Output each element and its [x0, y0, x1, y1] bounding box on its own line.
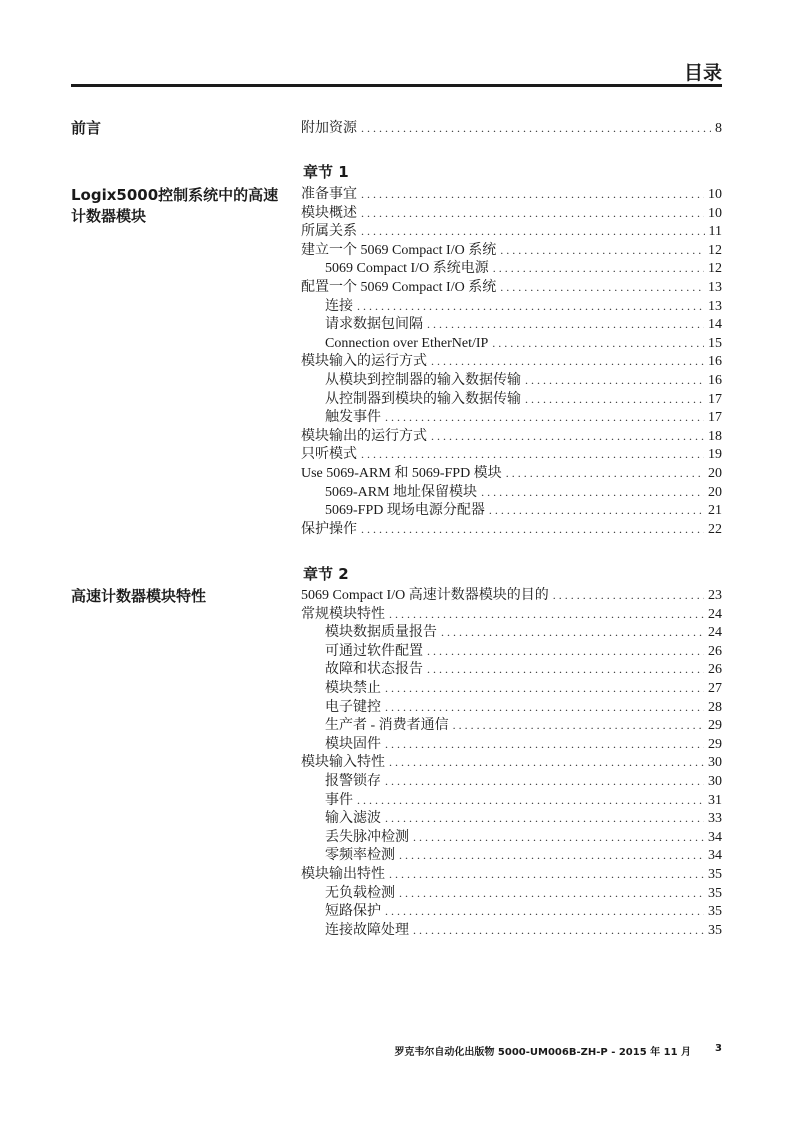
- section-label-preface: 前言: [71, 119, 102, 137]
- toc-entry-title: 短路保护: [325, 904, 381, 920]
- title-rule: [71, 84, 722, 87]
- toc-entry-page: 14: [708, 317, 722, 333]
- toc-dot-leader: [385, 408, 704, 427]
- toc-entry[interactable]: [301, 501, 722, 520]
- toc-dot-leader: [361, 445, 704, 464]
- toc-entry[interactable]: [301, 660, 722, 679]
- toc-entry[interactable]: [301, 902, 722, 921]
- toc-dot-leader: [427, 642, 704, 661]
- toc-dot-leader: [361, 185, 704, 204]
- toc-entry-title: 模块概述: [301, 205, 357, 221]
- toc-entry-page: 28: [708, 699, 722, 715]
- toc-dot-leader: [399, 846, 704, 865]
- toc-entry[interactable]: [301, 809, 722, 828]
- toc-entry[interactable]: [301, 716, 722, 735]
- toc-entry-title: 建立一个 5069 Compact I/O 系统: [301, 242, 497, 258]
- toc-entry-page: 29: [708, 736, 722, 752]
- footer-page-number: 3: [715, 1043, 722, 1054]
- toc-chapter-1: [301, 185, 722, 538]
- toc-entry-page: 34: [708, 829, 722, 845]
- toc-dot-leader: [441, 623, 704, 642]
- toc-entry-page: 12: [708, 242, 722, 258]
- toc-entry-title: 报警锁存: [325, 773, 381, 789]
- toc-entry-title: 零频率检测: [325, 848, 395, 864]
- toc-dot-leader: [413, 921, 704, 940]
- toc-entry-page: 16: [708, 354, 722, 370]
- toc-dot-leader: [525, 371, 704, 390]
- toc-dot-leader: [385, 772, 704, 791]
- toc-dot-leader: [399, 884, 704, 903]
- toc-entry-title: 生产者 - 消费者通信: [325, 718, 449, 734]
- toc-entry-page: 30: [708, 755, 722, 771]
- section-label-chapter-2: 高速计数器模块特性: [71, 587, 207, 605]
- toc-entry[interactable]: [301, 464, 722, 483]
- toc-entry[interactable]: [301, 334, 722, 353]
- toc-entry-page: 35: [708, 885, 722, 901]
- toc-dot-leader: [500, 278, 704, 297]
- toc-entry-page: 8: [715, 121, 722, 136]
- toc-entry-title: 保护操作: [301, 521, 357, 537]
- toc-entry[interactable]: [301, 483, 722, 502]
- toc-entry-title: 从模块到控制器的输入数据传输: [325, 372, 521, 388]
- toc-dot-leader: [385, 698, 704, 717]
- toc-entry[interactable]: [301, 753, 722, 772]
- toc-dot-leader: [361, 119, 711, 138]
- toc-entry[interactable]: [301, 119, 722, 138]
- toc-dot-leader: [489, 501, 704, 520]
- section-label-chapter-1: Logix5000控制系统中的高速计数器模块: [71, 186, 279, 225]
- toc-preface: [301, 119, 722, 138]
- toc-entry[interactable]: [301, 427, 722, 446]
- toc-entry-title: 模块固件: [325, 736, 381, 752]
- toc-dot-leader: [389, 605, 704, 624]
- toc-entry-page: 24: [708, 625, 722, 641]
- toc-entry-title: 5069 Compact I/O 系统电源: [325, 261, 489, 277]
- toc-entry-title: 只听模式: [301, 447, 357, 463]
- toc-entry-title: 模块数据质量报告: [325, 625, 437, 641]
- toc-entry-title: 常规模块特性: [301, 606, 385, 622]
- toc-entry-title: 模块输入特性: [301, 755, 385, 771]
- toc-dot-leader: [385, 679, 704, 698]
- toc-dot-leader: [361, 520, 704, 539]
- toc-entry[interactable]: [301, 921, 722, 940]
- toc-dot-leader: [500, 241, 704, 260]
- toc-dot-leader: [427, 660, 704, 679]
- toc-entry-page: 15: [708, 335, 722, 351]
- toc-entry[interactable]: [301, 297, 722, 316]
- toc-entry-page: 11: [708, 224, 722, 240]
- toc-entry-page: 17: [708, 410, 722, 426]
- toc-entry-title: 故障和状态报告: [325, 662, 423, 678]
- toc-entry-title: 5069-FPD 现场电源分配器: [325, 503, 485, 519]
- toc-entry-page: 26: [708, 643, 722, 659]
- toc-dot-leader: [431, 352, 704, 371]
- toc-entry-title: 附加资源: [301, 121, 357, 136]
- toc-entry[interactable]: [301, 520, 722, 539]
- toc-entry[interactable]: [301, 586, 722, 605]
- toc-dot-leader: [357, 791, 704, 810]
- toc-entry-page: 10: [708, 205, 722, 221]
- toc-entry[interactable]: [301, 846, 722, 865]
- toc-entry[interactable]: [301, 884, 722, 903]
- toc-dot-leader: [385, 735, 704, 754]
- toc-dot-leader: [525, 390, 704, 409]
- toc-dot-leader: [481, 483, 704, 502]
- toc-entry-page: 26: [708, 662, 722, 678]
- toc-entry[interactable]: [301, 222, 722, 241]
- toc-entry-page: 29: [708, 718, 722, 734]
- toc-dot-leader: [431, 427, 704, 446]
- toc-entry-title: 连接故障处理: [325, 922, 409, 938]
- toc-entry[interactable]: [301, 698, 722, 717]
- footer-publication: 罗克韦尔自动化出版物 5000-UM006B-ZH-P - 2015 年 11 月: [394, 1047, 692, 1058]
- toc-entry-page: 35: [708, 904, 722, 920]
- toc-entry[interactable]: [301, 241, 722, 260]
- toc-dot-leader: [389, 865, 704, 884]
- toc-entry-title: 事件: [325, 792, 353, 808]
- toc-dot-leader: [361, 222, 705, 241]
- toc-entry-page: 27: [708, 680, 722, 696]
- toc-entry-title: 连接: [325, 298, 353, 314]
- toc-entry-page: 12: [708, 261, 722, 277]
- footer: [394, 1043, 722, 1058]
- toc-entry-title: 模块输出特性: [301, 866, 385, 882]
- toc-entry-title: 电子键控: [325, 699, 381, 715]
- toc-entry[interactable]: [301, 315, 722, 334]
- toc-dot-leader: [492, 334, 704, 353]
- toc-entry-page: 23: [708, 588, 722, 603]
- toc-entry-page: 13: [708, 298, 722, 314]
- toc-dot-leader: [389, 753, 704, 772]
- toc-chapter-2: [301, 586, 722, 939]
- toc-dot-leader: [361, 204, 704, 223]
- toc-entry-page: 22: [708, 521, 722, 537]
- toc-dot-leader: [357, 297, 704, 316]
- toc-entry-page: 18: [708, 428, 722, 444]
- toc-entry[interactable]: [301, 791, 722, 810]
- toc-dot-leader: [413, 828, 704, 847]
- toc-entry-title: Use 5069-ARM 和 5069-FPD 模块: [301, 465, 502, 481]
- toc-entry-page: 33: [708, 811, 722, 827]
- toc-entry-title: 所属关系: [301, 224, 357, 240]
- toc-entry-page: 24: [708, 606, 722, 622]
- page-title: 目录: [683, 62, 722, 84]
- toc-entry[interactable]: [301, 679, 722, 698]
- toc-entry-page: 10: [708, 187, 722, 202]
- toc-entry[interactable]: [301, 259, 722, 278]
- toc-entry-title: 无负载检测: [325, 885, 395, 901]
- toc-entry[interactable]: [301, 371, 722, 390]
- toc-entry-page: 31: [708, 792, 722, 808]
- toc-entry-title: 5069-ARM 地址保留模块: [325, 484, 478, 500]
- toc-entry-title: 输入滤波: [325, 811, 381, 827]
- toc-entry-title: 准备事宜: [301, 187, 357, 202]
- toc-entry-page: 16: [708, 372, 722, 388]
- toc-entry-title: 模块禁止: [325, 680, 381, 696]
- toc-entry-title: 模块输入的运行方式: [301, 354, 427, 370]
- toc-entry[interactable]: [301, 390, 722, 409]
- toc-entry-page: 35: [708, 866, 722, 882]
- toc-entry[interactable]: [301, 772, 722, 791]
- toc-entry[interactable]: [301, 278, 722, 297]
- toc-dot-leader: [553, 586, 704, 605]
- toc-entry-page: 30: [708, 773, 722, 789]
- toc-dot-leader: [506, 464, 704, 483]
- toc-entry-page: 34: [708, 848, 722, 864]
- toc-dot-leader: [453, 716, 704, 735]
- toc-entry-title: 5069 Compact I/O 高速计数器模块的目的: [301, 588, 549, 603]
- toc-dot-leader: [493, 259, 704, 278]
- toc-entry-title: 配置一个 5069 Compact I/O 系统: [301, 279, 497, 295]
- toc-entry[interactable]: [301, 865, 722, 884]
- toc-entry-page: 17: [708, 391, 722, 407]
- toc-dot-leader: [385, 902, 704, 921]
- toc-entry-title: 从控制器到模块的输入数据传输: [325, 391, 521, 407]
- toc-entry-title: 触发事件: [325, 410, 381, 426]
- chapter-1-heading: 章节 1: [303, 163, 349, 181]
- chapter-2-heading: 章节 2: [303, 565, 349, 583]
- toc-entry[interactable]: [301, 642, 722, 661]
- toc-entry[interactable]: [301, 623, 722, 642]
- toc-entry-page: 21: [708, 503, 722, 519]
- toc-entry-page: 20: [708, 484, 722, 500]
- toc-entry-title: 可通过软件配置: [325, 643, 423, 659]
- toc-entry-title: Connection over EtherNet/IP: [325, 335, 489, 351]
- toc-entry-title: 丢失脉冲检测: [325, 829, 409, 845]
- toc-entry[interactable]: [301, 185, 722, 204]
- toc-entry[interactable]: [301, 408, 722, 427]
- toc-entry[interactable]: [301, 605, 722, 624]
- toc-entry[interactable]: [301, 735, 722, 754]
- toc-entry[interactable]: [301, 445, 722, 464]
- toc-entry-page: 19: [708, 447, 722, 463]
- toc-entry-page: 35: [708, 922, 722, 938]
- toc-entry[interactable]: [301, 828, 722, 847]
- toc-entry[interactable]: [301, 204, 722, 223]
- toc-dot-leader: [427, 315, 704, 334]
- toc-entry[interactable]: [301, 352, 722, 371]
- toc-dot-leader: [385, 809, 704, 828]
- toc-entry-page: 13: [708, 279, 722, 295]
- toc-entry-title: 模块输出的运行方式: [301, 428, 427, 444]
- toc-entry-page: 20: [708, 465, 722, 481]
- toc-entry-title: 请求数据包间隔: [325, 317, 423, 333]
